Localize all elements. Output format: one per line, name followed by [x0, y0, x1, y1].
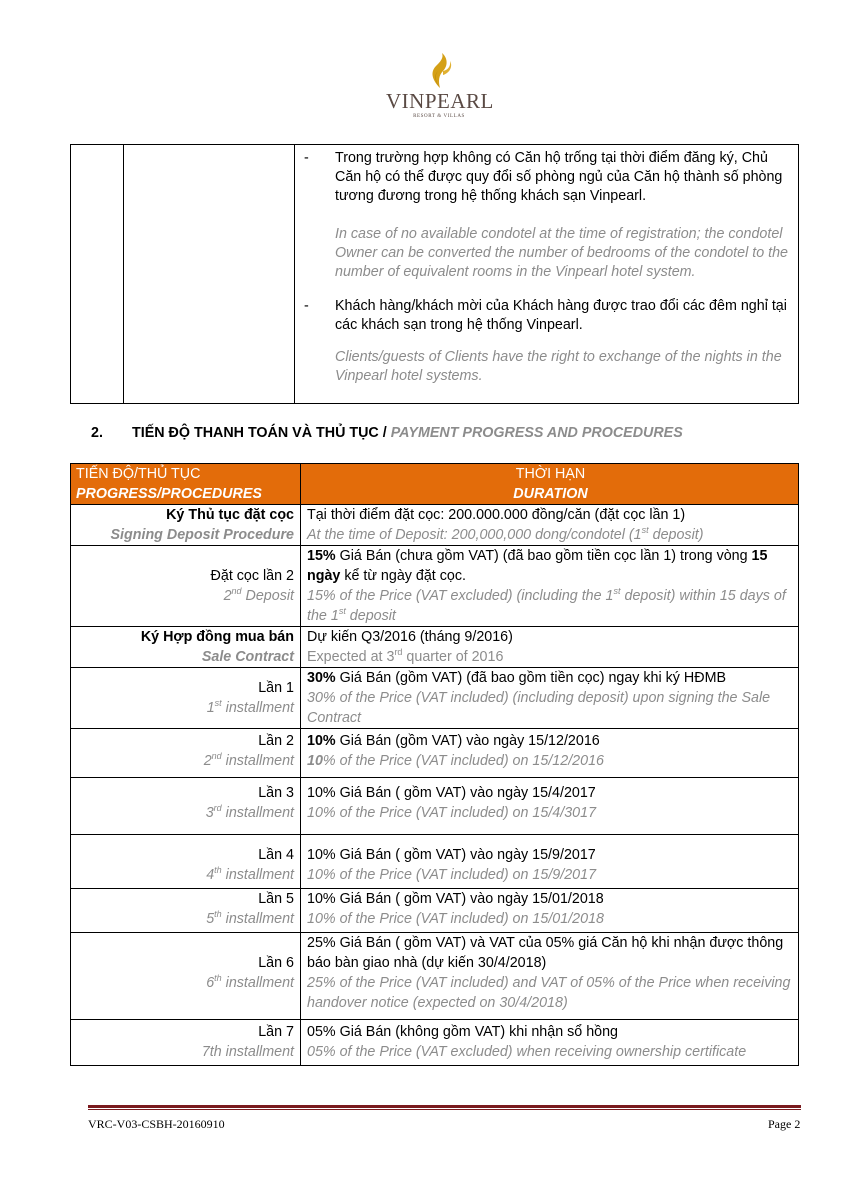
bullet-text-en: Clients/guests of Clients have the right to exchange of the nights in the Vinpearl hotel systems.	[335, 349, 782, 384]
logo-wordmark: VINPEARL	[386, 89, 494, 113]
row-label-en: 2nd installment	[203, 751, 294, 769]
bullet-text-en: In case of no available condotel at the time of registration; the condotel Owner can be converted the number of bedrooms of the condotel to the number of equivalent rooms in the Vinpearl hotel system.	[335, 226, 789, 280]
header-progress-en: PROGRESS/PROCEDURES	[76, 486, 262, 502]
duration-en: 25% of the Price (VAT included) and VAT of 05% of the Price when receiving handover notice (expected on 30/4/2018)	[307, 975, 791, 1011]
row-label-en: 7th installment	[201, 1044, 294, 1060]
row-label-cell	[71, 889, 301, 933]
empty-cell-item	[124, 145, 295, 404]
row-duration-cell	[301, 835, 799, 889]
row-label-vi: Lần 4	[258, 847, 294, 863]
section-number: 2.	[91, 425, 103, 441]
duration-vi: Dự kiến Q3/2016 (tháng 9/2016)	[307, 629, 513, 645]
table-row	[71, 668, 799, 729]
table-row	[71, 933, 799, 1020]
table-row	[71, 505, 799, 546]
duration-en: At the time of Deposit: 200,000,000 dong/condotel (1st deposit)	[307, 525, 704, 543]
duration-vi: 25% Giá Bán ( gồm VAT) và VAT của 05% giá Căn hộ khi nhận được thông báo bàn giao nhà (dự kiến 30/4/2018)	[307, 935, 784, 971]
header-progress	[71, 464, 301, 505]
duration-en: Expected at 3rd quarter of 2016	[307, 647, 504, 665]
bullet-text-vi: Trong trường hợp không có Căn hộ trống tại thời điểm đăng ký, Chủ Căn hộ có thể được quy đổi số phòng ngủ của Căn hộ thành số phòng tương đương trong hệ thống khách sạn Vinpearl.	[335, 150, 783, 204]
row-label-vi: Lần 7	[258, 1024, 294, 1040]
row-label-en: 6th installment	[206, 973, 294, 991]
header-duration	[301, 464, 799, 505]
page-number: Page 2	[768, 1117, 801, 1131]
duration-vi: 10% Giá Bán ( gồm VAT) vào ngày 15/9/2017	[307, 847, 596, 863]
row-label-vi: Ký Hợp đồng mua bán	[140, 629, 294, 645]
row-label-en: 5th installment	[206, 909, 294, 927]
row-label-cell	[71, 1020, 301, 1066]
duration-en: 10% of the Price (VAT included) on 15/01/2018	[307, 911, 604, 927]
payment-schedule-table	[70, 463, 799, 1066]
row-duration-cell	[301, 889, 799, 933]
duration-vi: 10% Giá Bán ( gồm VAT) vào ngày 15/01/2018	[307, 891, 604, 907]
row-label-cell	[71, 778, 301, 835]
bullet-item: - Khách hàng/khách mời của Khách hàng được trao đổi các đêm nghỉ tại các khách sạn trong hệ thống Vinpearl.	[304, 298, 787, 333]
duration-en: 10% of the Price (VAT included) on 15/4/3017	[307, 805, 597, 821]
row-label-en: 1st installment	[206, 698, 294, 716]
table-row	[71, 889, 799, 933]
table-row	[71, 835, 799, 889]
row-label-vi: Lần 6	[258, 955, 294, 971]
duration-vi: Tại thời điểm đặt cọc: 200.000.000 đồng/căn (đặt cọc lần 1)	[307, 507, 686, 523]
duration-vi: 10% Giá Bán (gồm VAT) vào ngày 15/12/2016	[307, 733, 600, 749]
duration-vi: 10% Giá Bán ( gồm VAT) vào ngày 15/4/2017	[307, 785, 596, 801]
footer-rule	[88, 1105, 801, 1108]
table-row	[71, 778, 799, 835]
row-label-vi: Ký Thủ tục đặt cọc	[166, 507, 294, 523]
row-duration-cell	[301, 627, 799, 668]
row-duration-cell	[301, 729, 799, 778]
row-label-vi: Lần 2	[258, 733, 294, 749]
row-label-en: 4th installment	[206, 865, 294, 883]
duration-vi: 15% Giá Bán (chưa gồm VAT) (đã bao gồm tiền cọc lần 1) trong vòng 15 ngày kể từ ngày đặt cọc.	[307, 548, 768, 584]
row-duration-cell	[301, 778, 799, 835]
duration-en: 05% of the Price (VAT excluded) when receiving ownership certificate	[307, 1044, 747, 1060]
row-duration-cell	[301, 933, 799, 1020]
vinpearl-logo	[386, 52, 506, 132]
section-title-en: PAYMENT PROGRESS AND PROCEDURES	[390, 425, 683, 441]
row-label-cell	[71, 668, 301, 729]
row-label-vi: Đặt cọc lần 2	[210, 568, 294, 584]
logo-subtitle: RESORT & VILLAS	[413, 114, 465, 119]
row-label-vi: Lần 1	[258, 680, 294, 696]
header-duration-en: DURATION	[513, 486, 588, 502]
table-row	[71, 627, 799, 668]
duration-en: 10% of the Price (VAT included) on 15/9/2017	[307, 867, 597, 883]
row-label-vi: Lần 3	[258, 785, 294, 801]
row-duration-cell	[301, 1020, 799, 1066]
table-row	[71, 1020, 799, 1066]
empty-cell-no	[71, 145, 124, 404]
benefits-continuation-table	[70, 144, 799, 404]
row-label-en: 2nd Deposit	[223, 586, 294, 604]
table-row	[71, 546, 799, 627]
row-label-cell	[71, 505, 301, 546]
duration-en: 30% of the Price (VAT included) (including deposit) upon signing the Sale Contract	[307, 690, 771, 726]
row-duration-cell	[301, 505, 799, 546]
duration-en: 10% of the Price (VAT included) on 15/12/2016	[307, 753, 604, 769]
row-label-vi: Lần 5	[258, 891, 294, 907]
vinpearl-emblem-icon	[420, 52, 460, 90]
header-duration-vi: THỜI HẠN	[515, 466, 586, 482]
section-title-vi: TIẾN ĐỘ THANH TOÁN VÀ THỦ TỤC /	[132, 425, 387, 441]
section-heading	[91, 425, 683, 441]
row-duration-cell	[301, 546, 799, 627]
benefits-detail-cell	[295, 145, 799, 404]
footer-rule-thin	[88, 1109, 801, 1110]
row-label-cell	[71, 627, 301, 668]
row-label-cell	[71, 729, 301, 778]
row-label-cell	[71, 835, 301, 889]
row-duration-cell	[301, 668, 799, 729]
row-label-cell	[71, 933, 301, 1020]
table-row	[71, 729, 799, 778]
header-progress-vi: TIẾN ĐỘ/THỦ TỤC	[76, 466, 201, 482]
row-label-en: Signing Deposit Procedure	[110, 527, 294, 543]
row-label-en: Sale Contract	[201, 649, 294, 665]
table-header-row	[71, 464, 799, 505]
duration-vi: 05% Giá Bán (không gồm VAT) khi nhận sổ hồng	[307, 1024, 619, 1040]
row-label-en: 3rd installment	[205, 803, 294, 821]
bullet-text-vi: Khách hàng/khách mời của Khách hàng được trao đổi các đêm nghỉ tại các khách sạn trong hệ thống Vinpearl.	[335, 298, 787, 333]
row-label-cell	[71, 546, 301, 627]
duration-en: 15% of the Price (VAT excluded) (including the 1st deposit) within 15 days of the 1st deposit	[307, 586, 786, 624]
duration-vi: 30% Giá Bán (gồm VAT) (đã bao gồm tiền cọc) ngay khi ký HĐMB	[307, 670, 727, 686]
document-code: VRC-V03-CSBH-20160910	[88, 1117, 225, 1131]
bullet-item: - Trong trường hợp không có Căn hộ trống tại thời điểm đăng ký, Chủ Căn hộ có thể được quy đổi số phòng ngủ của Căn hộ thành số phòng tương đương trong hệ thống khách sạn Vinpearl.	[304, 150, 783, 204]
